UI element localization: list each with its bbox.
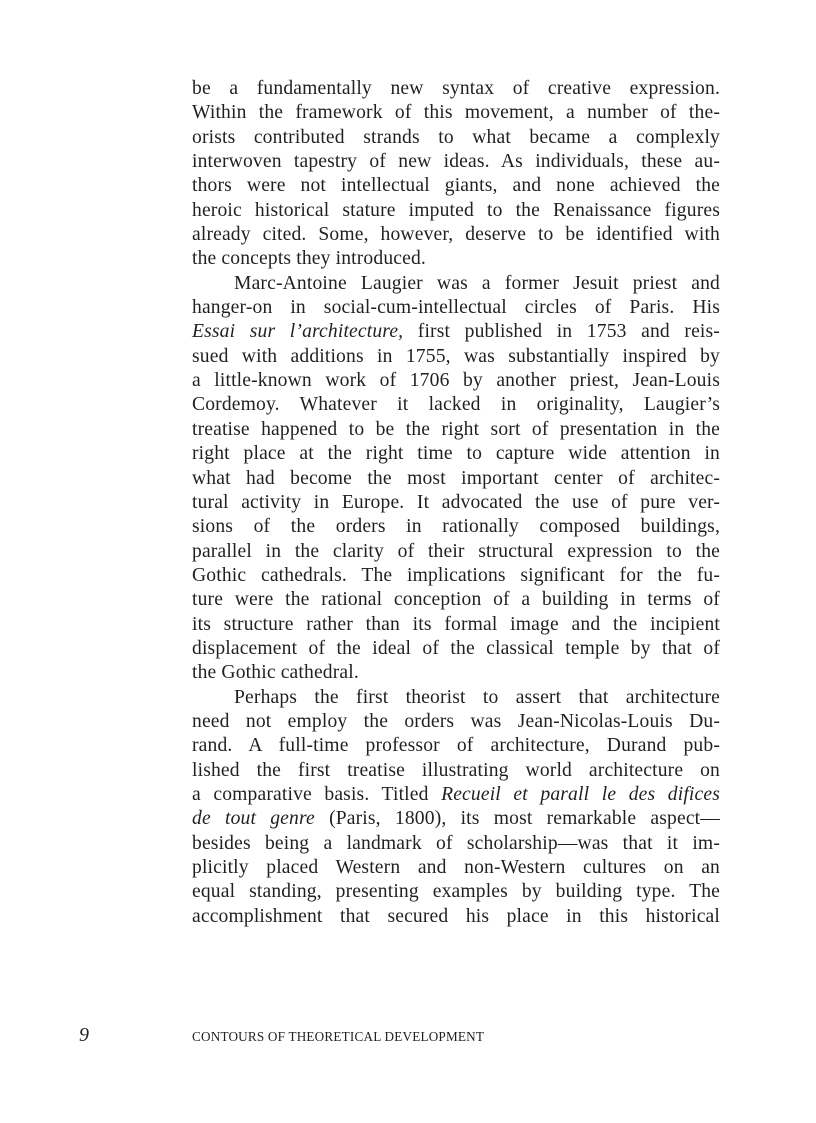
text-line: be a fundamentally new syntax of creative expression. bbox=[192, 78, 720, 99]
text-line: a little-known work of 1706 by another priest, Jean-Louis bbox=[192, 370, 720, 392]
text-line: hanger-on in social-cum-intellectual circles of Paris. His bbox=[192, 297, 720, 319]
text-line: heroic historical stature imputed to the Renaissance figures bbox=[192, 199, 720, 221]
text-line: displacement of the ideal of the classical temple by that of bbox=[192, 637, 720, 659]
text-line: tural activity in Europe. It advocated the use of pure ver- bbox=[192, 491, 720, 513]
text-line: the Gothic cathedral. bbox=[192, 662, 359, 684]
text-line: orists contributed strands to what became a complexly bbox=[192, 126, 720, 148]
body-text bbox=[192, 77, 720, 929]
text-line: sions of the orders in rationally composed buildings, bbox=[192, 516, 720, 538]
book-title-recueil: Recueil et parall le des difices bbox=[441, 783, 720, 805]
text-line: thors were not intellectual giants, and none achieved the bbox=[192, 175, 720, 197]
text-line: besides being a landmark of scholarship—was that it im- bbox=[192, 832, 720, 854]
text-fragment: first published in 1753 and reis- bbox=[417, 321, 720, 343]
text-line: the concepts they introduced. bbox=[192, 248, 426, 270]
text-fragment: a comparative basis. Titled bbox=[192, 783, 429, 805]
text-line: lished the first treatise illustrating world architecture on bbox=[192, 759, 720, 781]
text-line: already cited. Some, however, deserve to be identified with bbox=[192, 224, 720, 246]
book-title-essai: Essai sur l’architecture, bbox=[192, 321, 404, 343]
text-line: Marc-Antoine Laugier was a former Jesuit priest and bbox=[234, 272, 720, 294]
text-line: Perhaps the first theorist to assert that architecture bbox=[234, 686, 720, 708]
running-head: CONTOURS OF THEORETICAL DEVELOPMENT bbox=[192, 1029, 485, 1044]
text-line: accomplishment that secured his place in this historical bbox=[192, 905, 720, 927]
text-line bbox=[192, 320, 720, 344]
text-line: need not employ the orders was Jean-Nicolas-Louis Du- bbox=[192, 710, 720, 732]
text-line: Cordemoy. Whatever it lacked in originality, Laugier’s bbox=[192, 394, 720, 416]
text-line: ture were the rational conception of a building in terms of bbox=[192, 589, 720, 611]
page-number: 9 bbox=[79, 1024, 89, 1046]
text-line: equal standing, presenting examples by building type. The bbox=[192, 881, 720, 903]
text-line: rand. A full-time professor of architecture, Durand pub- bbox=[192, 735, 720, 757]
text-line bbox=[192, 807, 720, 831]
text-line: Within the framework of this movement, a number of the- bbox=[192, 102, 720, 124]
text-line: interwoven tapestry of new ideas. As individuals, these au- bbox=[192, 151, 720, 173]
text-line: its structure rather than its formal image and the incipient bbox=[192, 613, 720, 635]
text-line: what had become the most important center of architec- bbox=[192, 467, 720, 489]
text-line: treatise happened to be the right sort of presentation in the bbox=[192, 418, 720, 440]
text-fragment: (Paris, 1800), its most remarkable aspect— bbox=[329, 808, 721, 830]
book-title-recueil-cont: de tout genre bbox=[192, 808, 315, 830]
text-line: parallel in the clarity of their structural expression to the bbox=[192, 540, 720, 562]
text-line: Gothic cathedrals. The implications significant for the fu- bbox=[192, 564, 720, 586]
text-line: right place at the right time to capture wide attention in bbox=[192, 443, 720, 465]
text-line: plicitly placed Western and non-Western cultures on an bbox=[192, 857, 720, 878]
text-line bbox=[192, 783, 720, 807]
text-line: sued with additions in 1755, was substantially inspired by bbox=[192, 345, 720, 367]
